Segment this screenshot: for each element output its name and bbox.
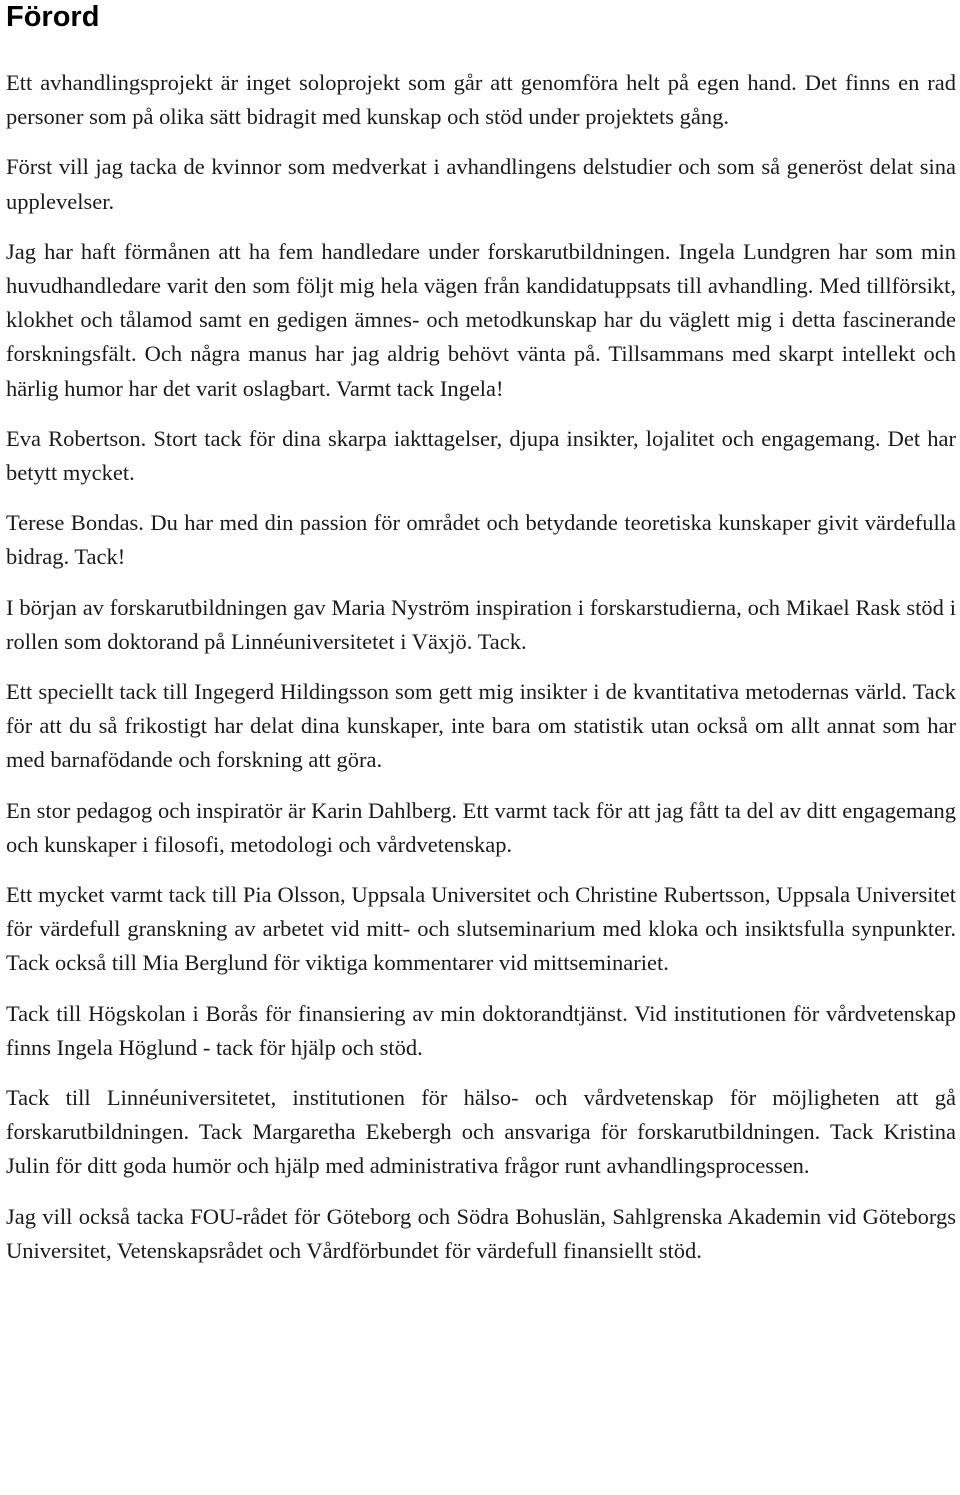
paragraph-linneuniversitetet: Tack till Linnéuniversitetet, institutionen för hälso- och vårdvetenskap för möjligheten att gå forskarutbildningen. Tack Margaretha Ekebergh och ansvariga för forskarutbildningen. Tack Kristina Julin för ditt goda humör och hjälp med administrativa frågor runt avhandlingsprocessen. [6, 1085, 956, 1179]
paragraph-eva-robertson: Eva Robertson. Stort tack för dina skarpa iakttagelser, djupa insikter, lojalitet och engagemang. Det har betytt mycket. [6, 425, 956, 486]
paragraph-funding: Jag vill också tacka FOU-rådet för Göteborg och Södra Bohuslän, Sahlgrenska Akademin vid Göteborgs Universitet, Vetenskapsrådet och Vårdförbundet för värdefull finansiellt stöd. [6, 1203, 956, 1263]
paragraph-early-education: I början av forskarutbildningen gav Maria Nyström inspiration i forskarstudierna, och Mikael Rask stöd i rollen som doktorand på Linnéuniversitetet i Växjö. Tack. [6, 594, 956, 654]
page-title: Förord [6, 1, 100, 33]
paragraph-terese-bondas: Terese Bondas. Du har med din passion för området och betydande teoretiska kunskaper givit värdefulla bidrag. Tack! [6, 510, 956, 570]
paragraph-karin-dahlberg: En stor pedagog och inspiratör är Karin Dahlberg. Ett varmt tack för att jag fått ta del av ditt engagemang och kunskaper i filosofi, metodologi och vårdvetenskap. [6, 797, 956, 857]
paragraph-quantitative-methods: Ett speciellt tack till Ingegerd Hildingsson som gett mig insikter i de kvantitativa metodernas värld. Tack för att du så frikostigt har delat dina kunskaper, inte bara om statistik utan också om allt annat som har med barnafödande och forskning att göra. [6, 679, 956, 773]
document-body [6, 66, 956, 1268]
document-page [6, 0, 956, 1284]
paragraph-seminar-reviewers: Ett mycket varmt tack till Pia Olsson, Uppsala Universitet och Christine Rubertsson, Uppsala Universitet för värdefull granskning av arbetet vid mitt- och slutseminarium med kloka och insiktsfulla synpunkter. Tack också till Mia Berglund för viktiga kommentarer vid mittseminariet. [6, 882, 956, 976]
paragraph-participants: Först vill jag tacka de kvinnor som medverkat i avhandlingens delstudier och som så generöst delat sina upplevelser. [6, 154, 956, 214]
paragraph-intro: Ett avhandlingsprojekt är inget soloprojekt som går att genomföra helt på egen hand. Det finns en rad personer som på olika sätt bidragit med kunskap och stöd under projektets gång. [6, 70, 956, 130]
paragraph-hogskolan-boras: Tack till Högskolan i Borås för finansiering av min doktorandtjänst. Vid institutionen för vårdvetenskap finns Ingela Höglund - tack för hjälp och stöd. [6, 1000, 956, 1060]
paragraph-supervisors: Jag har haft förmånen att ha fem handledare under forskarutbildningen. Ingela Lundgren har som min huvudhandledare varit den som följt mig hela vägen från kandidatuppsats till avhandling. Med tillförsikt, klokhet och tålamod samt en gedigen ämnes- och metodkunskap har du väglett mig i detta fascinerande forskningsfält. Och några manus har jag aldrig behövt vänta på. Tillsammans med skarpt intellekt och härlig humor har det varit oslagbart. Varmt tack Ingela! [6, 238, 956, 401]
